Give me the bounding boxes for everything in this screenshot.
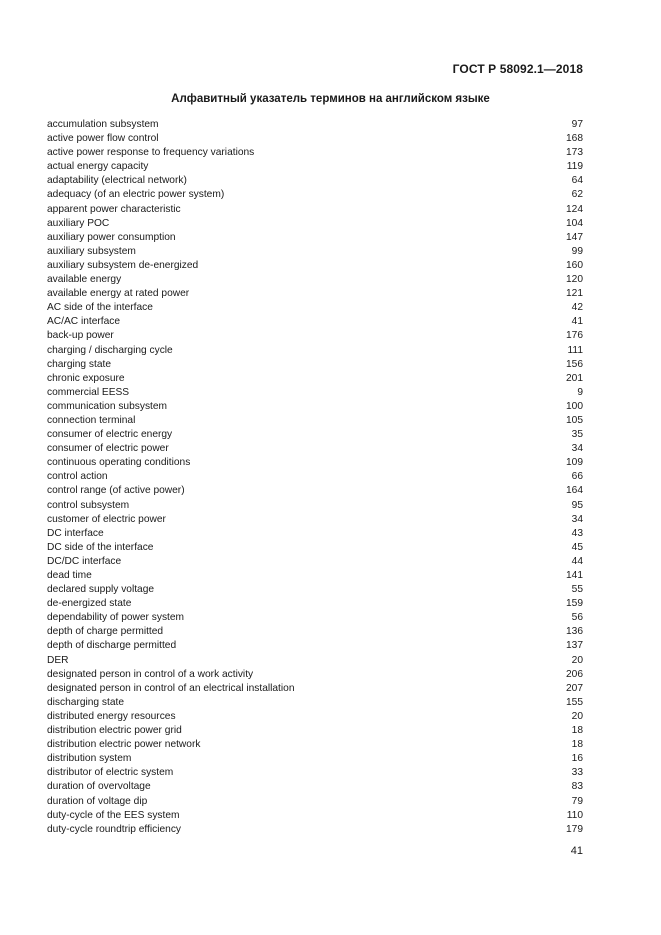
- index-entry-page: 44: [571, 555, 583, 567]
- index-entry: [47, 809, 583, 823]
- index-entry-term: AC side of the interface: [47, 302, 153, 314]
- index-entry-page: 62: [571, 189, 583, 201]
- index-entry-term: distribution electric power network: [47, 739, 201, 751]
- index-entry-page: 160: [566, 259, 583, 271]
- index-entry-page: 109: [566, 457, 583, 469]
- index-entry-page: 42: [571, 302, 583, 314]
- index-entry-term: consumer of electric energy: [47, 429, 173, 441]
- index-entry-page: 64: [571, 175, 583, 187]
- index-entry-page: 176: [566, 330, 583, 342]
- index-entry: [47, 696, 583, 710]
- index-entry-page: 137: [566, 640, 583, 652]
- index-entry: [47, 174, 583, 188]
- index-entry: [47, 823, 583, 837]
- index-entry-page: 55: [571, 584, 583, 596]
- index-entry: [47, 470, 583, 484]
- index-entry-page: 41: [571, 316, 583, 328]
- index-entry: [47, 245, 583, 259]
- index-entry: [47, 795, 583, 809]
- index-entry-term: DC side of the interface: [47, 541, 154, 553]
- index-entry-term: adaptability (electrical network): [47, 175, 187, 187]
- index-entry-page: 119: [566, 161, 583, 173]
- index-entry-page: 164: [566, 485, 583, 497]
- index-entry-page: 34: [571, 443, 583, 455]
- index-entry-term: depth of charge permitted: [47, 626, 164, 638]
- index-entry-term: auxiliary subsystem: [47, 245, 136, 257]
- index-entry-term: dead time: [47, 570, 92, 581]
- index-entry-page: 147: [566, 231, 583, 243]
- index-entry-page: 45: [571, 541, 583, 553]
- index-entry-page: 34: [571, 513, 583, 525]
- index-entry: [47, 386, 583, 400]
- index-entry-term: connection terminal: [47, 414, 136, 426]
- index-entry-page: 16: [571, 753, 583, 765]
- index-entry: [47, 217, 583, 231]
- index-entry-term: available energy: [47, 274, 122, 286]
- index-entry-page: 83: [571, 781, 583, 793]
- index-entry: [47, 527, 583, 541]
- index-entry: [47, 780, 583, 794]
- index-entry-page: 99: [571, 245, 583, 257]
- index-entry: [47, 583, 583, 597]
- index-entry-page: 18: [571, 725, 583, 737]
- index-entry: [47, 400, 583, 414]
- index-entry: [47, 499, 583, 513]
- index-entry-term: discharging state: [47, 696, 125, 708]
- index-entry-page: 121: [566, 288, 583, 300]
- index-entry-term: distributed energy resources: [47, 710, 176, 722]
- index-entry: [47, 668, 583, 682]
- index-entry-page: 79: [571, 795, 583, 807]
- index-entry-term: customer of electric power: [47, 513, 166, 525]
- index-entry: [47, 428, 583, 442]
- index-entry-term: active power flow control: [47, 133, 159, 145]
- index-entry: [47, 203, 583, 217]
- index-entry-page: 104: [566, 217, 583, 229]
- index-entry-term: apparent power characteristic: [47, 203, 181, 215]
- index-entry-page: 206: [566, 668, 583, 680]
- index-entry-term: adequacy (of an electric power system): [47, 189, 225, 201]
- index-entry-term: AC/AC interface: [47, 316, 121, 328]
- index-entry: [47, 766, 583, 780]
- index-title: Алфавитный указатель терминов на английском языке: [171, 93, 490, 105]
- index-entry-term: active power response to frequency variations: [47, 147, 255, 159]
- index-entry-page: 18: [571, 739, 583, 751]
- index-entry: [47, 752, 583, 766]
- index-entry-term: declared supply voltage: [47, 584, 155, 596]
- index-entry-term: consumer of electric power: [47, 443, 169, 455]
- index-entry-term: distribution electric power grid: [47, 725, 182, 737]
- index-entry: [47, 132, 583, 146]
- index-entry-term: designated person in control of a work activity: [47, 668, 254, 680]
- index-entry: [47, 188, 583, 202]
- index-entry-term: de-energized state: [47, 598, 132, 610]
- index-entry-term: duty-cycle roundtrip efficiency: [47, 823, 182, 835]
- index-entry-page: 156: [566, 358, 583, 370]
- index-entry-term: distribution system: [47, 753, 132, 765]
- index-entry: [47, 611, 583, 625]
- index-entry-term: chronic exposure: [47, 372, 125, 384]
- index-entry: [47, 456, 583, 470]
- index-entry: [47, 231, 583, 245]
- index-entry-term: duration of overvoltage: [47, 781, 151, 793]
- index-entry-page: 35: [571, 429, 583, 441]
- index-entry: [47, 625, 583, 639]
- index-entry-term: duration of voltage dip: [47, 795, 148, 807]
- index-entry-page: 105: [566, 414, 583, 426]
- index-entry-page: 207: [566, 682, 583, 694]
- index-entry-term: dependability of power system: [47, 612, 185, 624]
- index-entry-page: 179: [566, 823, 583, 835]
- index-entry-page: 173: [566, 147, 583, 159]
- index-entry: [47, 724, 583, 738]
- index-entry: [47, 118, 583, 132]
- index-entry-page: 97: [571, 119, 583, 130]
- index-entry-term: control range (of active power): [47, 485, 185, 497]
- index-entry-page: 110: [566, 809, 583, 821]
- index-entry-page: 100: [566, 400, 583, 412]
- index-entry: [47, 597, 583, 611]
- index-entry-term: charging state: [47, 358, 111, 370]
- index-entry: [47, 259, 583, 273]
- index-entry-term: commercial EESS: [47, 386, 130, 398]
- index-entry: [47, 315, 583, 329]
- index-entry-term: continuous operating conditions: [47, 457, 191, 469]
- index-entry-page: 159: [566, 598, 583, 610]
- index-entry-page: 141: [566, 570, 583, 581]
- index-entry-page: 33: [571, 767, 583, 779]
- document-code: ГОСТ Р 58092.1—2018: [452, 62, 583, 76]
- index-entry-term: communication subsystem: [47, 400, 168, 412]
- index-entry: [47, 484, 583, 498]
- index-entry-page: 56: [571, 612, 583, 624]
- index-entry: [47, 301, 583, 315]
- index-entry: [47, 329, 583, 343]
- index-entry-term: duty-cycle of the EES system: [47, 809, 180, 821]
- index-entry-term: control subsystem: [47, 499, 130, 511]
- index-entry: [47, 541, 583, 555]
- index-entry: [47, 344, 583, 358]
- index-entry: [47, 569, 583, 583]
- index-entry: [47, 654, 583, 668]
- index-entry-page: 20: [571, 710, 583, 722]
- index-entry-page: 201: [566, 372, 583, 384]
- index-entry-page: 66: [571, 471, 583, 483]
- index-entry-term: accumulation subsystem: [47, 119, 159, 130]
- index-entry-term: control action: [47, 471, 108, 483]
- index-entry: [47, 287, 583, 301]
- index-entry: [47, 555, 583, 569]
- index-entry-term: depth of discharge permitted: [47, 640, 177, 652]
- index-entry-term: back-up power: [47, 330, 114, 342]
- index-entry: [47, 358, 583, 372]
- index-entry-term: charging / discharging cycle: [47, 344, 173, 356]
- index-entry-page: 43: [571, 527, 583, 539]
- index-entry-page: 124: [566, 203, 583, 215]
- index-entry-page: 95: [571, 499, 583, 511]
- index-entry-page: 168: [566, 133, 583, 145]
- index-entry-term: designated person in control of an electrical installation: [47, 682, 295, 694]
- index-entry: [47, 414, 583, 428]
- index-entry-term: DER: [47, 654, 69, 666]
- index-entry-term: DC interface: [47, 527, 104, 539]
- index-entry-page: 20: [571, 654, 583, 666]
- index-entry: [47, 639, 583, 653]
- index-entry-term: distributor of electric system: [47, 767, 174, 779]
- index-entry: [47, 273, 583, 287]
- index-entry-term: auxiliary POC: [47, 217, 110, 229]
- index-entry: [47, 513, 583, 527]
- term-index-list: [47, 118, 583, 837]
- index-entry: [47, 710, 583, 724]
- index-entry-page: 136: [566, 626, 583, 638]
- index-entry-term: actual energy capacity: [47, 161, 149, 173]
- index-entry: [47, 442, 583, 456]
- index-entry: [47, 160, 583, 174]
- index-entry: [47, 682, 583, 696]
- page-number: 41: [570, 845, 583, 857]
- index-entry-term: DC/DC interface: [47, 555, 122, 567]
- index-entry-page: 155: [566, 696, 583, 708]
- index-entry-term: auxiliary power consumption: [47, 231, 176, 243]
- index-entry: [47, 738, 583, 752]
- index-entry-page: 120: [566, 274, 583, 286]
- index-entry: [47, 146, 583, 160]
- index-entry: [47, 372, 583, 386]
- index-entry-page: 111: [567, 344, 583, 356]
- index-entry-term: available energy at rated power: [47, 288, 190, 300]
- index-entry-page: 9: [577, 386, 583, 398]
- index-entry-term: auxiliary subsystem de-energized: [47, 259, 199, 271]
